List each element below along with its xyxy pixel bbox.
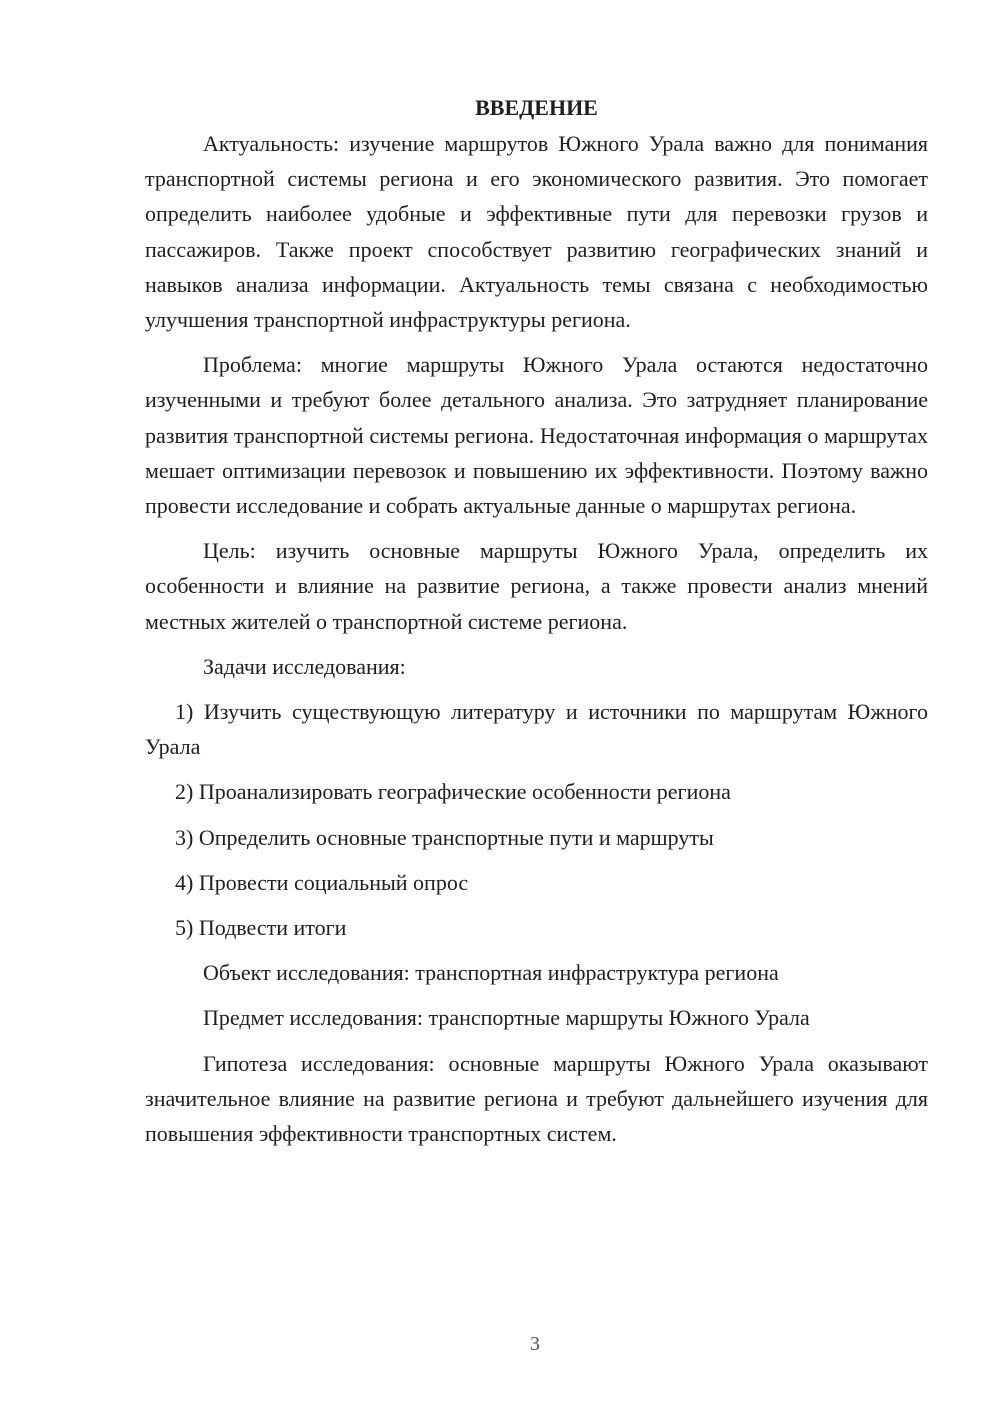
list-item: 4) Провести социальный опрос [175, 869, 469, 895]
list-item: 1) Изучить существующую литературу и источники по маршрутам Южного Урала [145, 699, 928, 760]
paragraph-hypothesis: Гипотеза исследования: основные маршруты Южного Урала оказывают значительное влияние на развитие региона и требуют дальнейшего изучения для повышения эффективности транспортных систем. [145, 1050, 928, 1147]
document-page [145, 90, 928, 1161]
tasks-heading: Задачи исследования: [203, 653, 406, 679]
tasks-list [145, 694, 928, 945]
paragraph-problem: Проблема: многие маршруты Южного Урала остаются недостаточно изученными и требуют более детального анализа. Это затрудняет планирование развития транспортной системы региона. Недостаточная информация о маршрутах мешает оптимизации перевозок и повышению их эффективности. Поэтому важно провести исследование и собрать актуальные данные о маршрутах региона. [145, 352, 928, 519]
list-item: 3) Определить основные транспортные пути и маршруты [175, 824, 714, 850]
list-item: 2) Проанализировать географические особенности региона [175, 779, 731, 805]
paragraph-object: Объект исследования: транспортная инфраструктура региона [203, 960, 779, 986]
page-number: 3 [530, 1333, 540, 1355]
section-title: ВВЕДЕНИЕ [475, 95, 598, 120]
paragraph-subject: Предмет исследования: транспортные маршруты Южного Урала [203, 1005, 810, 1031]
list-item: 5) Подвести итоги [175, 915, 347, 941]
paragraph-goal: Цель: изучить основные маршруты Южного Урала, определить их особенности и влияние на развитие региона, а также провести анализ мнений местных жителей о транспортной системе региона. [145, 538, 928, 634]
paragraph-relevance: Актуальность: изучение маршрутов Южного Урала важно для понимания транспортной системы региона и его экономического развития. Это помогает определить наиболее удобные и эффективные пути для перевозки грузов и пассажиров. Также проект способствует развитию географических знаний и навыков анализа информации. Актуальность темы связана с необходимостью улучшения транспортной инфраструктуры региона. [145, 131, 928, 333]
